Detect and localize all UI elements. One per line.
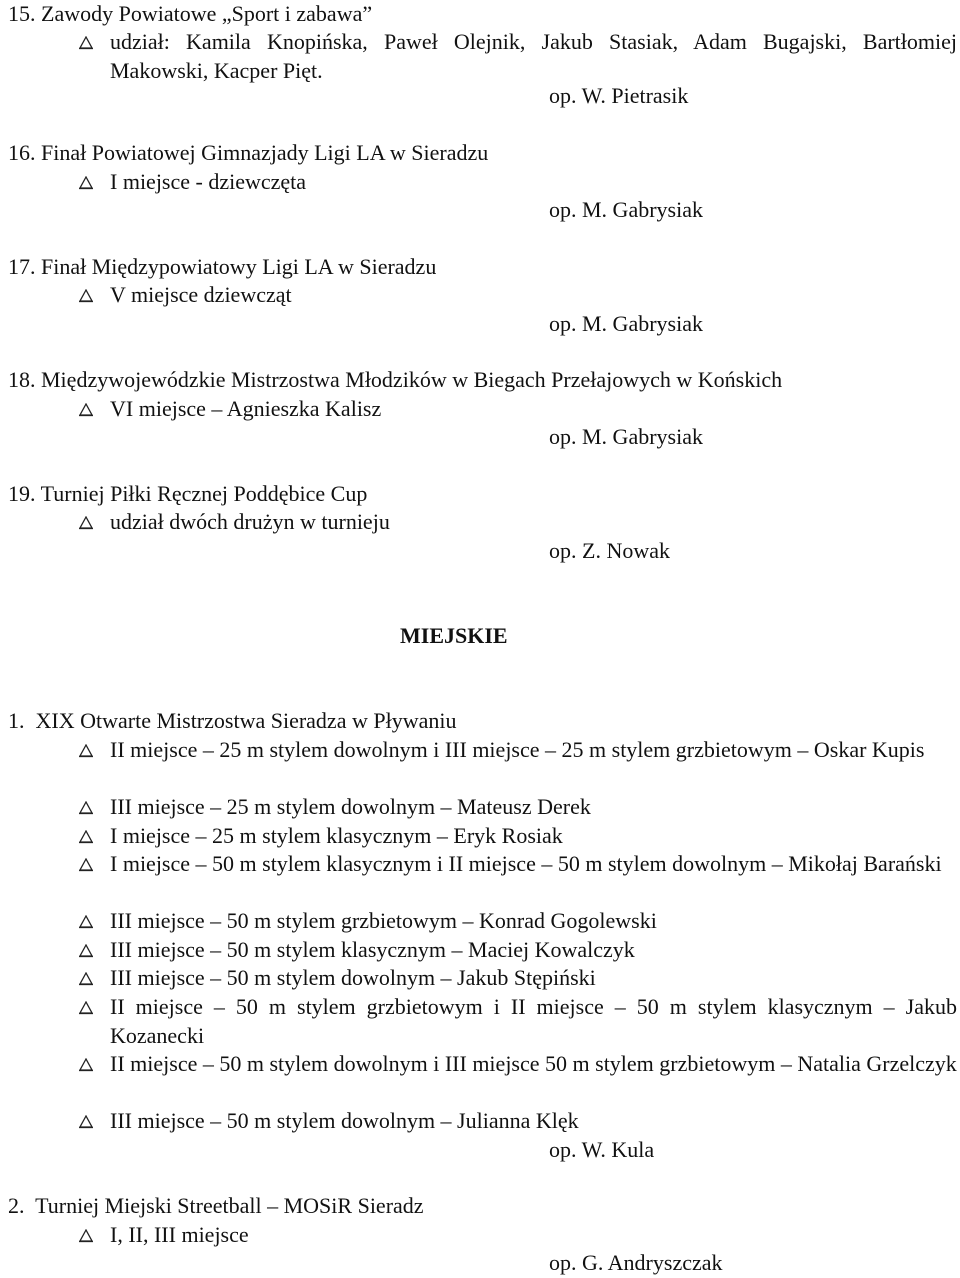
bell-icon: [78, 28, 98, 50]
bell-icon: [78, 993, 98, 1015]
bullet-text: II miejsce – 25 m stylem dowolnym i III miejsce – 25 m stylem grzbietowym – Oskar Kupis: [110, 737, 925, 762]
organizer-label: op. Z. Nowak: [549, 538, 670, 563]
bullet-text: III miejsce – 25 m stylem dowolnym – Mateusz Derek: [110, 794, 591, 819]
bullet-item: [80, 168, 957, 197]
bullet-item: [80, 907, 957, 936]
bullet-item: [80, 736, 957, 765]
bullet-text: II miejsce – 50 m stylem dowolnym i III miejsce 50 m stylem grzbietowym – Natalia Grzelczyk: [110, 1051, 957, 1076]
organizer-label: op. G. Andryszczak: [549, 1250, 723, 1275]
bell-icon: [78, 907, 98, 929]
bell-icon: [78, 736, 98, 758]
organizer-label: op. M. Gabrysiak: [549, 424, 703, 449]
bullet-item: [80, 395, 957, 424]
item-heading-15: 15. Zawody Powiatowe „Sport i zabawa”: [8, 1, 373, 26]
item-heading-19: 19. Turniej Piłki Ręcznej Poddębice Cup: [8, 481, 368, 506]
organizer-label: op. M. Gabrysiak: [549, 311, 703, 336]
bullet-item: [80, 28, 957, 85]
section-title: MIEJSKIE: [400, 623, 508, 648]
item-heading-16: 16. Finał Powiatowej Gimnazjady Ligi LA w Sieradzu: [8, 140, 489, 165]
organizer-label: op. W. Kula: [549, 1137, 655, 1162]
item-heading-m1: 1. XIX Otwarte Mistrzostwa Sieradza w Pływaniu: [8, 708, 457, 733]
bullet-item: [80, 793, 957, 822]
bullet-item: [80, 508, 957, 537]
bullet-text: udział: Kamila Knopińska, Paweł Olejnik, Jakub Stasiak, Adam Bugajski, Bartłomiej Makowski, Kacper Pięt.: [110, 29, 957, 83]
bullet-item: [80, 964, 957, 993]
bell-icon: [78, 1050, 98, 1072]
bullet-text: III miejsce – 50 m stylem klasycznym – Maciej Kowalczyk: [110, 937, 635, 962]
bell-icon: [78, 395, 98, 417]
bullet-item: [80, 1221, 957, 1250]
bullet-text: udział dwóch drużyn w turnieju: [110, 509, 390, 534]
bullet-text: VI miejsce – Agnieszka Kalisz: [110, 396, 382, 421]
bullet-text: I, II, III miejsce: [110, 1222, 249, 1247]
item-heading-18: 18. Międzywojewódzkie Mistrzostwa Młodzików w Biegach Przełajowych w Końskich: [8, 367, 783, 392]
bullet-text: II miejsce – 50 m stylem grzbietowym i II miejsce – 50 m stylem klasycznym – Jakub Kozanecki: [110, 994, 957, 1048]
bell-icon: [78, 850, 98, 872]
item-heading-17: 17. Finał Międzypowiatowy Ligi LA w Sieradzu: [8, 254, 437, 279]
bullet-text: I miejsce – 25 m stylem klasycznym – Eryk Rosiak: [110, 823, 563, 848]
bullet-item: [80, 1107, 957, 1136]
bullet-text: I miejsce – 50 m stylem klasycznym i II miejsce – 50 m stylem dowolnym – Mikołaj Barański: [110, 851, 942, 876]
bullet-item: [80, 993, 957, 1050]
bell-icon: [78, 822, 98, 844]
bullet-item: [80, 936, 957, 965]
bell-icon: [78, 936, 98, 958]
organizer-label: op. W. Pietrasik: [549, 83, 689, 108]
bell-icon: [78, 508, 98, 530]
bell-icon: [78, 1107, 98, 1129]
bell-icon: [78, 168, 98, 190]
bullet-item: [80, 822, 957, 851]
bullet-text: III miejsce – 50 m stylem grzbietowym – Konrad Gogolewski: [110, 908, 657, 933]
bullet-text: V miejsce dziewcząt: [110, 282, 292, 307]
organizer-label: op. M. Gabrysiak: [549, 197, 703, 222]
item-heading-m2: 2. Turniej Miejski Streetball – MOSiR Sieradz: [8, 1193, 424, 1218]
bullet-text: III miejsce – 50 m stylem dowolnym – Jakub Stępiński: [110, 965, 596, 990]
bell-icon: [78, 793, 98, 815]
bullet-item: [80, 1050, 957, 1079]
bullet-text: III miejsce – 50 m stylem dowolnym – Julianna Klęk: [110, 1108, 579, 1133]
bell-icon: [78, 281, 98, 303]
bullet-item: [80, 850, 957, 879]
bullet-item: [80, 281, 957, 310]
bullet-text: I miejsce - dziewczęta: [110, 169, 307, 194]
bell-icon: [78, 964, 98, 986]
bell-icon: [78, 1221, 98, 1243]
